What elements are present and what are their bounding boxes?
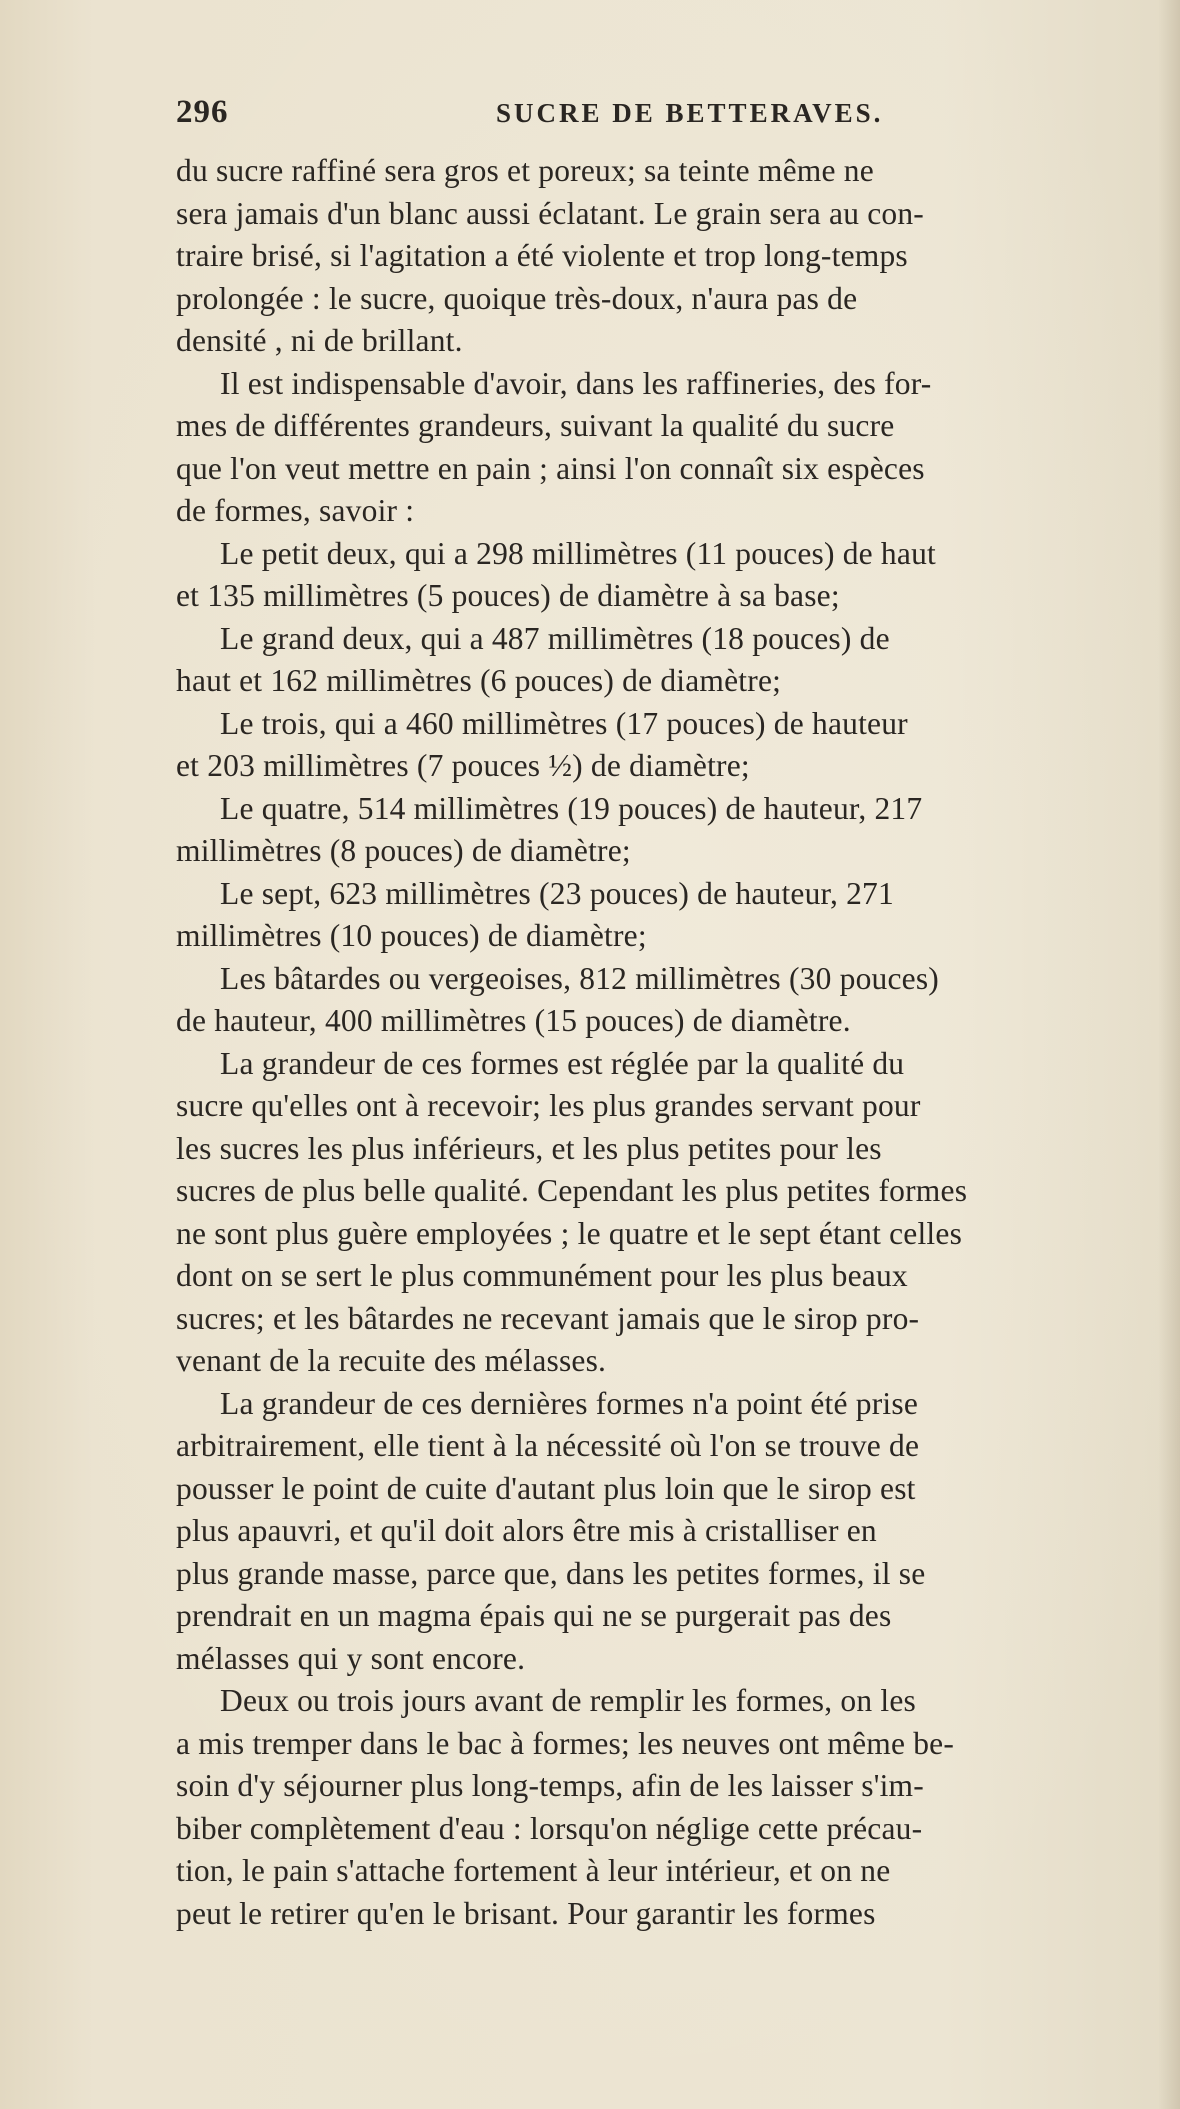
text-line: venant de la recuite des mélasses. [176,1343,607,1378]
text-line: et 135 millimètres (5 pouces) de diamètre à sa base; [176,578,840,613]
text-line: mes de différentes grandeurs, suivant la qualité du sucre [176,408,895,443]
text-line: millimètres (10 pouces) de diamètre; [176,918,647,953]
text-line: prolongée : le sucre, quoique très-doux, n'aura pas de [176,280,858,316]
page-number: 296 [176,94,229,130]
running-title: SUCRE DE BETTERAVES. [496,98,884,128]
paragraph [176,363,1161,533]
text-line: de formes, savoir : [176,493,415,528]
text-line: Le trois, qui a 460 millimètres (17 pouces) de hauteur [220,705,908,741]
text-line: dont on se sert le plus communément pour les plus beaux [176,1258,908,1293]
text-line: Le quatre, 514 millimètres (19 pouces) de hauteur, 217 [220,790,923,826]
text-line: de hauteur, 400 millimètres (15 pouces) de diamètre. [176,1003,851,1038]
text-line: Le sept, 623 millimètres (23 pouces) de hauteur, 271 [220,875,894,911]
paragraph [176,618,1161,703]
text-line: a mis tremper dans le bac à formes; les neuves ont même be- [176,1725,955,1761]
text-line: et 203 millimètres (7 pouces ½) de diamètre; [176,748,750,783]
paragraph [176,873,1161,958]
text-line: sucres; et les bâtardes ne recevant jamais que le sirop pro- [176,1300,920,1336]
text-line: peut le retirer qu'en le brisant. Pour garantir les formes [176,1895,876,1931]
paragraph [176,1680,1161,1935]
paragraph [176,533,1161,618]
text-line: Le grand deux, qui a 487 millimètres (18 pouces) de [220,620,890,656]
text-line: plus grande masse, parce que, dans les petites formes, il se [176,1555,926,1591]
paragraph [176,1383,1161,1681]
text-line: mélasses qui y sont encore. [176,1640,526,1676]
text-line: les sucres les plus inférieurs, et les plus petites pour les [176,1130,882,1166]
text-line: Les bâtardes ou vergeoises, 812 millimètres (30 pouces) [220,960,939,996]
text-line: sucres de plus belle qualité. Cependant les plus petites formes [176,1173,968,1208]
text-line: que l'on veut mettre en pain ; ainsi l'on connaît six espèces [176,450,925,486]
text-line: soin d'y séjourner plus long-temps, afin de les laisser s'im- [176,1768,924,1803]
paragraph [176,958,1161,1043]
text-line: biber complètement d'eau : lorsqu'on néglige cette précau- [176,1810,923,1846]
text-line: Deux ou trois jours avant de remplir les formes, on les [220,1683,916,1718]
text-line: La grandeur de ces dernières formes n'a point été prise [220,1385,919,1421]
text-line: millimètres (8 pouces) de diamètre; [176,833,631,868]
paragraph [176,1043,1161,1383]
text-line: sera jamais d'un blanc aussi éclatant. Le grain sera au con- [176,195,924,231]
text-line: prendrait en un magma épais qui ne se purgerait pas des [176,1598,892,1633]
body-text [176,150,1161,1935]
text-line: Le petit deux, qui a 298 millimètres (11 pouces) de haut [220,535,936,571]
text-line: traire brisé, si l'agitation a été violente et trop long-temps [176,238,908,273]
page-header [176,94,1166,140]
text-line: arbitrairement, elle tient à la nécessité où l'on se trouve de [176,1428,920,1463]
text-line: tion, le pain s'attache fortement à leur intérieur, et on ne [176,1853,891,1888]
paragraph [176,703,1161,788]
text-line: du sucre raffiné sera gros et poreux; sa teinte même ne [176,153,874,188]
text-line: Il est indispensable d'avoir, dans les raffineries, des for- [220,365,932,401]
paragraph [176,788,1161,873]
text-line: haut et 162 millimètres (6 pouces) de diamètre; [176,663,782,698]
text-line: densité , ni de brillant. [176,323,463,358]
paragraph [176,150,1161,363]
text-line: sucre qu'elles ont à recevoir; les plus grandes servant pour [176,1088,921,1123]
text-line: ne sont plus guère employées ; le quatre et le sept étant celles [176,1215,963,1251]
text-line: plus apauvri, et qu'il doit alors être mis à cristalliser en [176,1513,877,1548]
page-edge-shadow [1158,0,1180,2109]
text-line: La grandeur de ces formes est réglée par la qualité du [220,1045,905,1081]
text-line: pousser le point de cuite d'autant plus loin que le sirop est [176,1470,916,1506]
